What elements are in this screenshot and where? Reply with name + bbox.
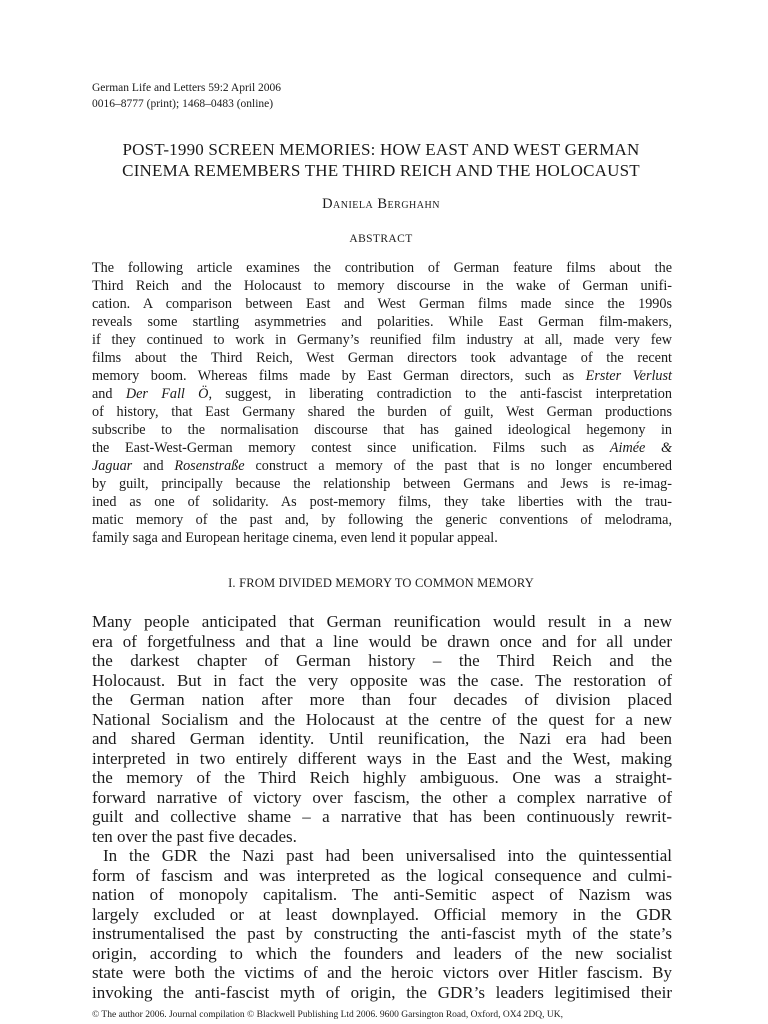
article-title [92,139,670,181]
body-line: origin, according to which the founders and leaders of the new socialist [92,943,672,963]
body-line: era of forgetfulness and that a line would be drawn once and for all under [92,631,672,651]
journal-info [92,80,281,112]
film-title: Rosenstraße [174,458,245,474]
body-line: invoking the anti-fascist myth of origin, the GDR’s leaders legitimised their [92,982,672,1002]
article-author: Daniela Berghahn [322,196,440,212]
body-line: National Socialism and the Holocaust at the centre of the quest for a new [92,709,672,729]
abstract-text-run: memory boom. Whereas films made by East German directors, such as [92,368,575,384]
body-line: largely excluded or at least downplayed. Official memory in the GDR [92,904,672,924]
abstract-line: matic memory of the past and, by following the generic conventions of melodrama, [92,512,672,528]
body-line: Many people anticipated that German reunification would result in a new [92,612,672,631]
abstract-text-run: construct a memory of the past that is no longer encumbered [255,458,673,474]
body-line: instrumentalised the past by constructing the anti-fascist myth of the state’s [92,924,672,943]
abstract-line: family saga and European heritage cinema, even lend it popular appeal. [92,530,498,546]
abstract-text-run: the East-West-German memory contest since unification. Films such as [92,440,595,456]
abstract-line [92,457,672,475]
abstract-line [92,439,672,457]
journal-issn: 0016–8777 (print); 1468–0483 (online) [92,98,274,110]
body-line: forward narrative of victory over fascism, the other a complex narrative of [92,787,672,807]
film-title: Erster Verlust [585,368,672,384]
abstract-text-run: and [92,386,113,402]
abstract-line: if they continued to work in Germany’s reunified film industry at all, made very few [92,332,672,348]
abstract-line [92,367,672,385]
body-line: the German nation after more than four decades of division placed [92,690,672,709]
journal-citation: German Life and Letters 59:2 April 2006 [92,82,282,94]
body-line: ten over the past five decades. [92,826,297,846]
body-line: state were both the victims of and the heroic victors over Hitler fascism. By [92,963,672,982]
section-heading: I. FROM DIVIDED MEMORY TO COMMON MEMORY [228,576,534,590]
body-line: In the GDR the Nazi past had been universalised into the quintessential [103,846,672,865]
abstract-line: The following article examines the contribution of German feature films about the [92,260,672,276]
film-title: Der Fall Ö [125,386,209,402]
abstract-line: Third Reich and the Holocaust to memory discourse in the wake of German unifi- [92,278,672,294]
body-line: and shared German identity. Until reunification, the Nazi era had been [92,729,672,748]
abstract-text-run: and [143,458,164,474]
film-title: Aimée & [609,440,673,456]
body-line: the memory of the Third Reich highly ambiguous. One was a straight- [92,768,672,787]
abstract-heading: ABSTRACT [349,233,413,245]
body-line: interpreted in two entirely different ways in the East and the West, making [92,748,672,768]
body-line: nation of monopoly capitalism. The anti-Semitic aspect of Nazism was [92,885,672,904]
body-line: form of fascism and was interpreted as the logical consequence and culmi- [92,865,672,885]
abstract-line: reveals some startling asymmetries and polarities. While East German film-makers, [92,314,672,330]
abstract-line: by guilt, principally because the relationship between Germans and Jews is re-imag- [92,476,672,492]
abstract-line [92,385,672,403]
title-line-1: POST-1990 SCREEN MEMORIES: HOW EAST AND WEST GERMAN [122,140,640,159]
abstract-line: ined as one of solidarity. As post-memory films, they take liberties with the trau- [92,494,672,510]
abstract-line: subscribe to the normalisation discourse that has gained ideological hegemony in [92,422,672,438]
title-line-2: CINEMA REMEMBERS THE THIRD REICH AND THE HOLOCAUST [122,161,640,180]
film-title: Jaguar [92,458,133,474]
copyright-footer: © The author 2006. Journal compilation © Blackwell Publishing Ltd 2006. 9600 Garsington Road, Oxford, OX4 2DQ, UK, [92,1010,564,1020]
body-text [92,612,672,1002]
abstract-line: of history, that East Germany shared the burden of guilt, West German productions [92,404,672,420]
body-line: guilt and collective shame – a narrative that has been continuously rewrit- [92,807,672,826]
abstract-text-run: , suggest, in liberating contradiction to the anti-fascist interpretation [208,386,672,402]
body-line: the darkest chapter of German history – the Third Reich and the [92,651,672,670]
abstract-line: cation. A comparison between East and West German films made since the 1990s [92,296,672,312]
abstract-text [92,259,672,547]
abstract-line: films about the Third Reich, West German directors took advantage of the recent [92,350,672,366]
body-line: Holocaust. But in fact the very opposite was the case. The restoration of [92,670,672,690]
